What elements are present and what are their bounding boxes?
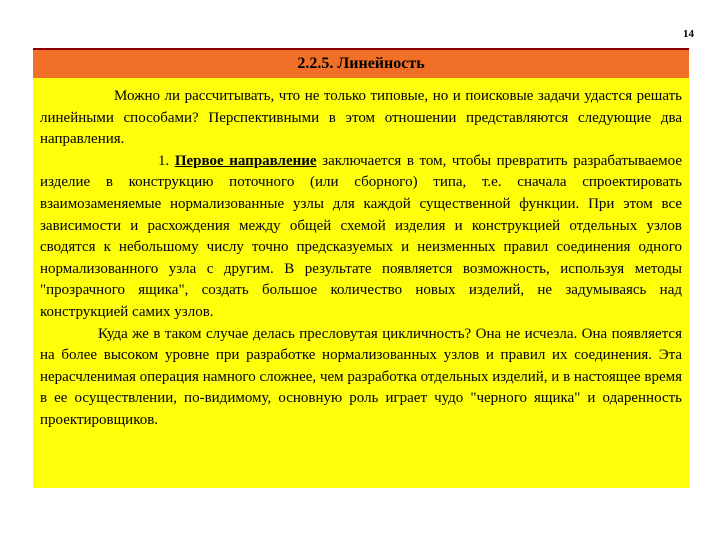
section-title-bar — [33, 48, 689, 78]
paragraph-2 — [40, 151, 682, 324]
paragraph-2-body: заключается в том, чтобы превратить разрабатываемое изделие в конструкцию поточного (или сборного) типа, т.е. сначала спроектировать взаимозаменяемые нормализованные узлы для каждой существенной функции. При этом все зависимости и расхождения между общей схемой изделия и конструкцией отдельных узлов сводятся к небольшому числу точно предсказуемых и неизменных правил соединения одного нормализованного узла с другим. В результате появляется возможность, используя методы "прозрачного ящика", создать большое количество новых изделий, не задумываясь над конструкцией самих узлов. — [40, 152, 683, 320]
page-number: 14 — [683, 28, 694, 40]
paragraph-1: Можно ли рассчитывать, что не только типовые, но и поисковые задачи удастся решать линейными способами? Перспективными в этом отношении представляются следующие два направления. — [40, 88, 682, 148]
paragraph-3: Куда же в таком случае делась пресловутая цикличность? Она не исчезла. Она появляется на более высоком уровне при разработке нормализованных узлов и правил их соединения. Эта нерасчленимая операция намного сложнее, чем разработка отдельных изделий, и в настоящее время в ее осуществлении, по-видимому, основную роль играет чудо "черного ящика" и одаренность проектировщиков. — [40, 325, 682, 428]
first-direction-term: Первое направление — [174, 152, 317, 169]
section-title: 2.2.5. Линейность — [297, 55, 425, 72]
paragraph-2-prefix: 1. — [158, 152, 175, 169]
content-panel — [33, 78, 689, 488]
